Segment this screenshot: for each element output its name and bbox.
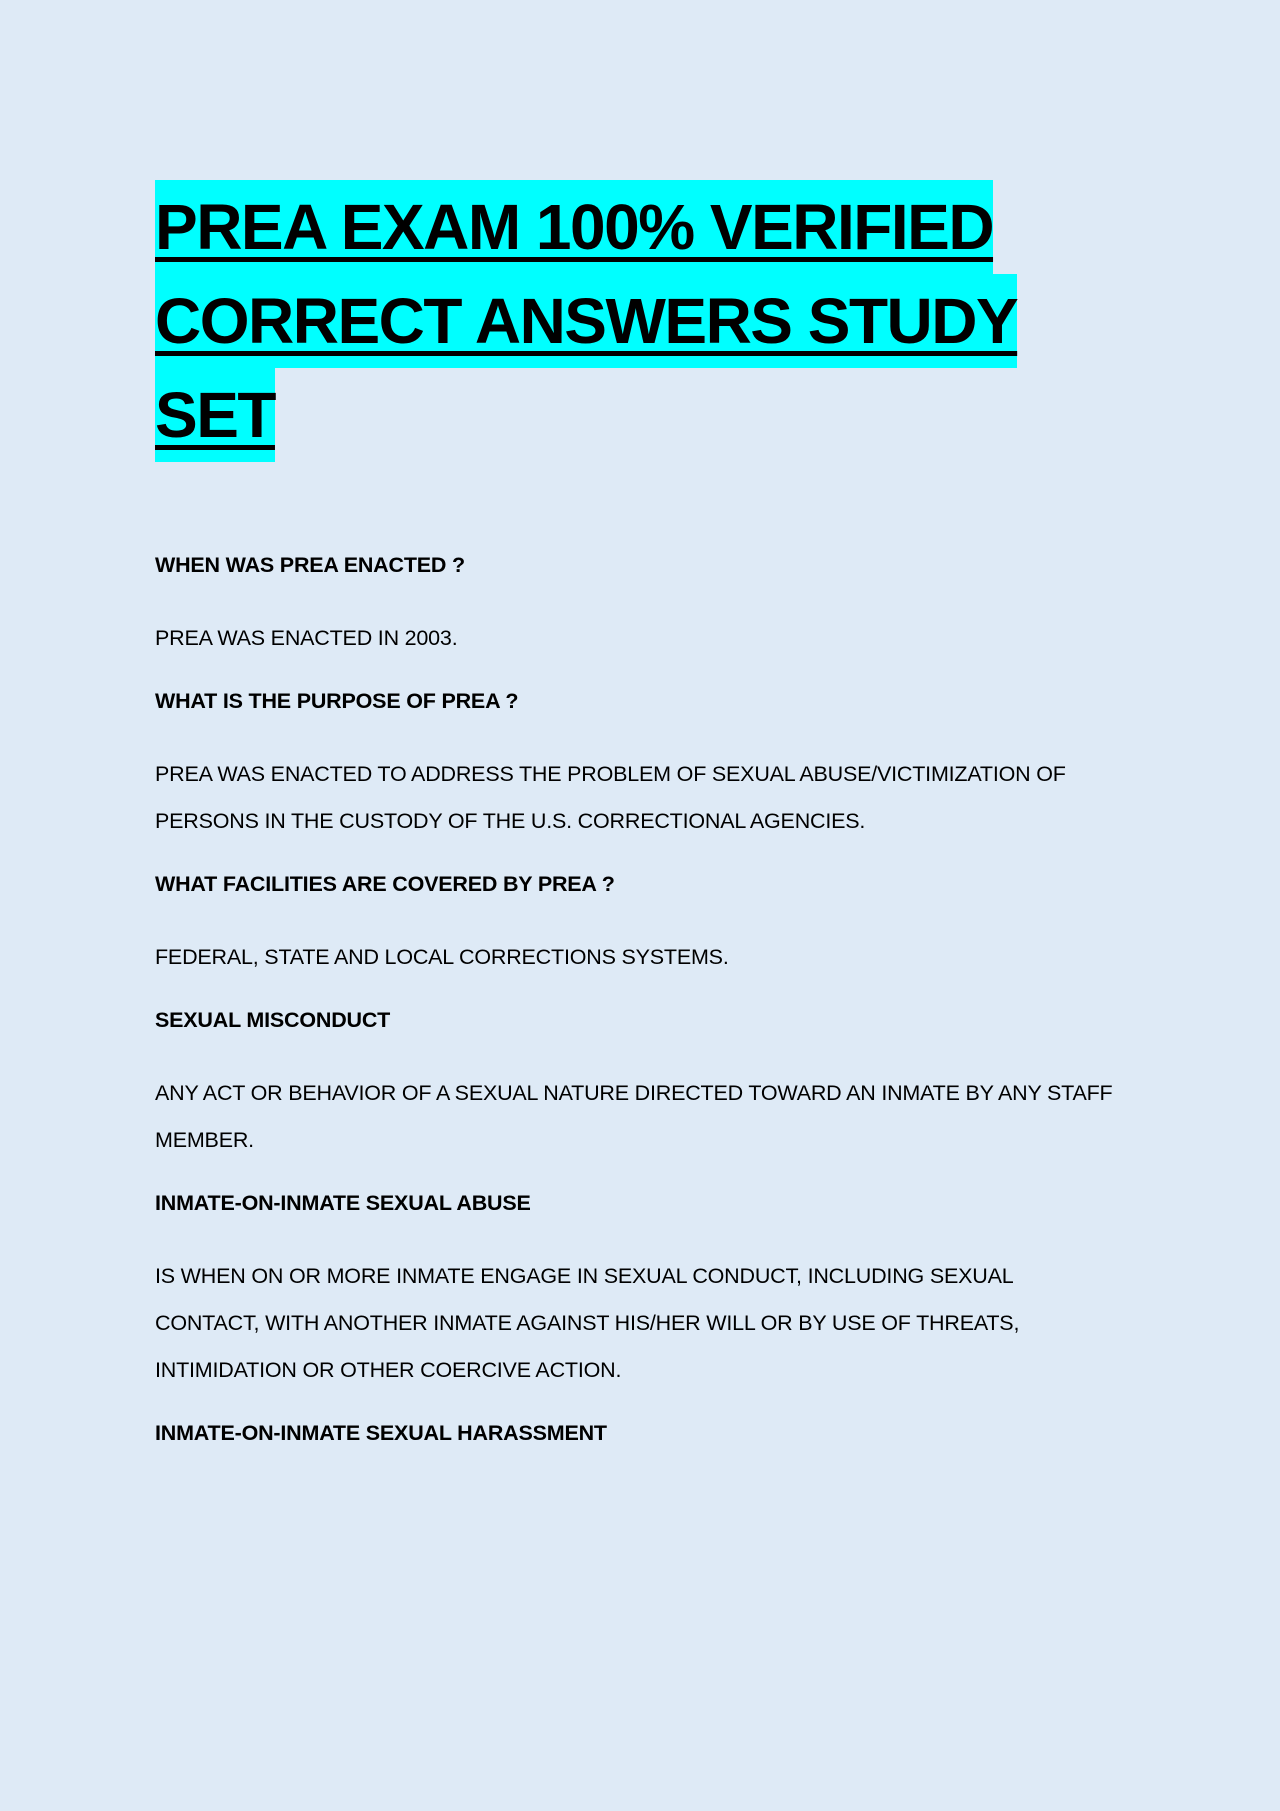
answer-line: INTIMIDATION OR OTHER COERCIVE ACTION. — [155, 1358, 622, 1382]
answer-line: PERSONS IN THE CUSTODY OF THE U.S. CORRECTIONAL AGENCIES. — [155, 809, 866, 833]
answer-line: MEMBER. — [155, 1128, 254, 1152]
title-line-row — [155, 368, 1055, 462]
answer-text — [155, 615, 1130, 662]
answer-line: IS WHEN ON OR MORE INMATE ENGAGE IN SEXUAL CONDUCT, INCLUDING SEXUAL — [155, 1264, 1014, 1288]
question-heading: WHEN WAS PREA ENACTED ? — [155, 553, 465, 577]
question-heading: WHAT FACILITIES ARE COVERED BY PREA ? — [155, 872, 615, 896]
question-heading: INMATE-ON-INMATE SEXUAL ABUSE — [155, 1191, 531, 1215]
question-heading: WHAT IS THE PURPOSE OF PREA ? — [155, 689, 519, 713]
document-title — [155, 180, 1055, 462]
answer-line: PREA WAS ENACTED IN 2003. — [155, 626, 458, 650]
question-heading: SEXUAL MISCONDUCT — [155, 1008, 391, 1032]
title-line: CORRECT ANSWERS STUDY — [155, 274, 1017, 368]
answer-text — [155, 751, 1130, 845]
question-heading: INMATE-ON-INMATE SEXUAL HARASSMENT — [155, 1421, 607, 1445]
answer-text — [155, 934, 1130, 981]
answer-line: CONTACT, WITH ANOTHER INMATE AGAINST HIS/HER WILL OR BY USE OF THREATS, — [155, 1311, 1020, 1335]
title-line-row — [155, 274, 1055, 368]
answer-line: FEDERAL, STATE AND LOCAL CORRECTIONS SYSTEMS. — [155, 945, 729, 969]
answer-text — [155, 1253, 1130, 1394]
title-line: SET — [155, 368, 275, 462]
qa-list — [155, 552, 1130, 1446]
title-line-row — [155, 180, 1055, 274]
title-line: PREA EXAM 100% VERIFIED — [155, 180, 993, 274]
answer-text — [155, 1070, 1130, 1164]
answer-line: ANY ACT OR BEHAVIOR OF A SEXUAL NATURE DIRECTED TOWARD AN INMATE BY ANY STAFF — [155, 1081, 1113, 1105]
answer-line: PREA WAS ENACTED TO ADDRESS THE PROBLEM OF SEXUAL ABUSE/VICTIMIZATION OF — [155, 762, 1066, 786]
